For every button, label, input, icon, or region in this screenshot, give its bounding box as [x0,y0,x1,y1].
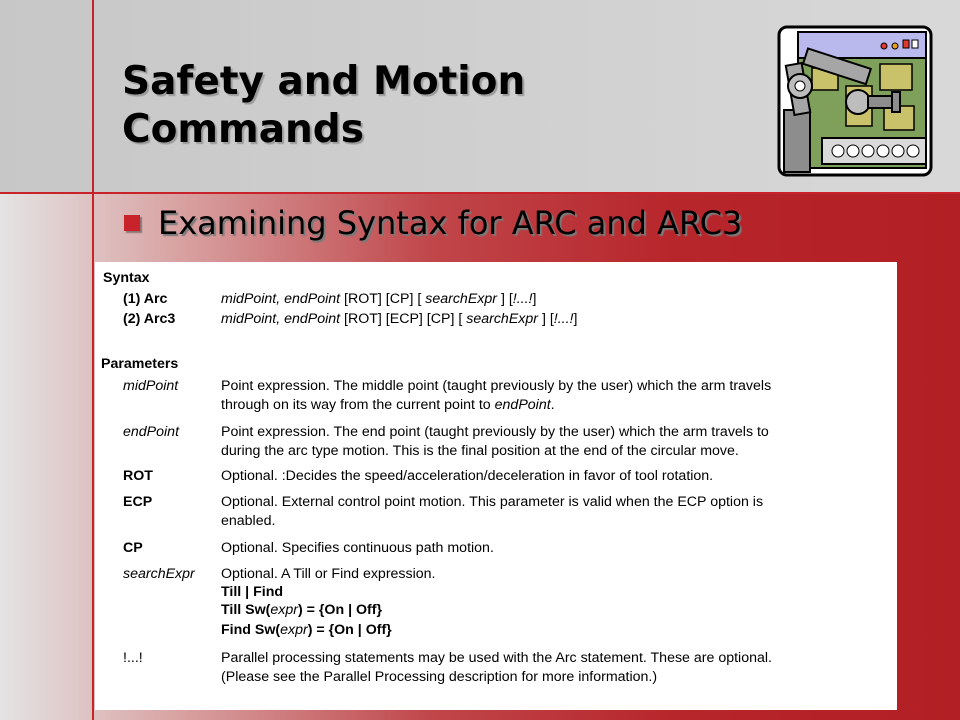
syntax-arc-parallel: !...! [512,291,533,307]
param-endpoint-name: endPoint [123,424,180,440]
syntax-arc3-close: ] [ [538,311,554,327]
syntax-arc3-label: (2) Arc3 [123,311,176,327]
param-search-till-a: Till Sw( [221,602,271,618]
slide-title-line2: Commands [122,107,364,152]
param-search-desc-1: Optional. A Till or Find expression. [221,566,436,582]
param-midpoint-desc-2c: . [550,397,555,413]
param-endpoint-desc-2: during the arc type motion. This is the final position at the end of the circular move. [221,443,739,459]
syntax-arc-args: midPoint, endPoint [221,291,341,307]
bullet-square-icon [124,215,140,231]
param-search-name: searchExpr [123,566,195,582]
vertical-accent-line [92,0,94,720]
syntax-arc3-line [221,311,577,328]
param-ecp-desc-1: Optional. External control point motion. This parameter is valid when the ECP option is [221,494,764,510]
syntax-reference-document [95,262,897,710]
param-search-find-b: expr [280,622,308,638]
param-midpoint-desc-1: Point expression. The middle point (taught previously by the user) which the arm travels [221,378,772,394]
slide-title [122,58,682,154]
param-midpoint-name: midPoint [123,378,179,394]
syntax-arc3-search: searchExpr [466,311,538,327]
param-endpoint-desc-1: Point expression. The end point (taught previously by the user) which the arm travels to [221,424,769,440]
param-cp-name: CP [123,540,143,556]
robot-arm-icon [776,24,934,178]
param-parallel-name: !...! [123,650,143,666]
param-search-till-c: ) = {On | Off} [298,602,382,618]
param-search-desc-2: Till | Find [221,584,284,600]
param-parallel-desc-2: (Please see the Parallel Processing description for more information.) [221,669,658,685]
syntax-arc-label: (1) Arc [123,291,168,307]
param-midpoint-desc-2b: endPoint [494,397,551,413]
syntax-arc-opts: [ROT] [CP] [ [340,291,426,307]
syntax-arc-end: ] [532,291,537,307]
slide-title-line1: Safety and Motion [122,59,526,104]
param-midpoint-desc-2a: through on its way from the current point to [221,397,495,413]
param-search-find [221,622,392,639]
param-parallel-desc-1: Parallel processing statements may be used with the Arc statement. These are optional. [221,650,772,666]
syntax-arc3-args: midPoint, endPoint [221,311,341,327]
syntax-heading: Syntax [103,270,150,286]
parameters-heading: Parameters [101,356,179,372]
param-search-till [221,602,382,619]
syntax-arc3-parallel: !...! [553,311,574,327]
param-cp-desc: Optional. Specifies continuous path motion. [221,540,494,556]
param-search-find-c: ) = {On | Off} [307,622,392,638]
syntax-arc3-opts: [ROT] [ECP] [CP] [ [340,311,467,327]
param-search-find-a: Find Sw( [221,622,281,638]
bullet-item [124,204,742,242]
syntax-arc-close: ] [ [497,291,513,307]
param-midpoint-desc-2 [221,397,555,414]
param-search-till-b: expr [270,602,299,618]
param-ecp-desc-2: enabled. [221,513,276,529]
horizontal-accent-line [0,192,960,194]
syntax-arc-line [221,291,536,308]
param-rot-desc: Optional. :Decides the speed/acceleration/deceleration in favor of tool rotation. [221,468,714,484]
syntax-arc-search: searchExpr [425,291,497,307]
bullet-text: Examining Syntax for ARC and ARC3 [158,204,743,242]
syntax-arc3-end: ] [573,311,578,327]
param-rot-name: ROT [123,468,153,484]
param-ecp-name: ECP [123,494,153,510]
